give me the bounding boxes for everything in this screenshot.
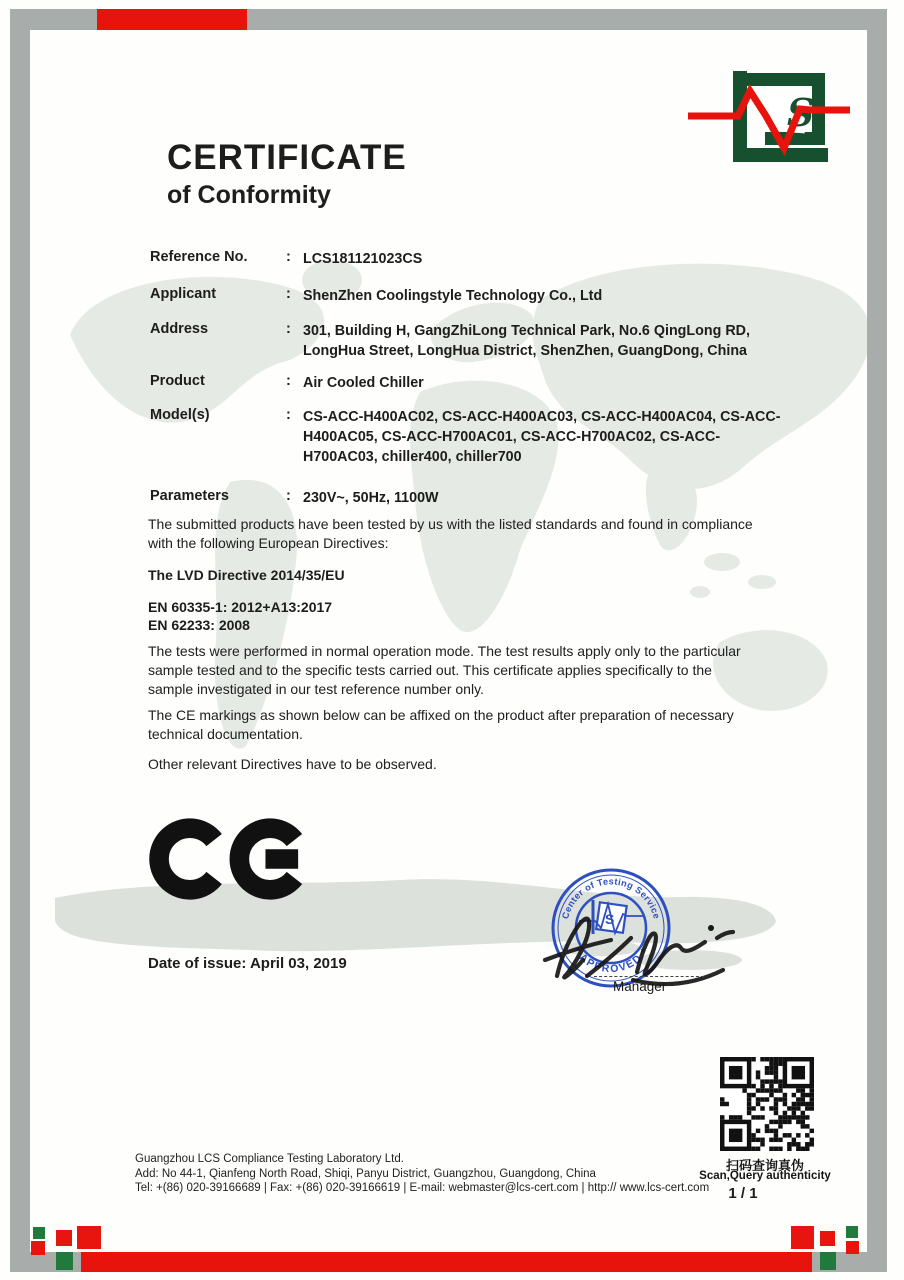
standard-line: EN 62233: 2008	[148, 617, 250, 633]
frame-top-band	[10, 9, 887, 30]
field-colon: :	[286, 407, 291, 423]
statement-other-note: Other relevant Directives have to be observed.	[148, 756, 437, 772]
lcs-logo-icon	[688, 64, 850, 174]
field-label: Reference No.	[150, 249, 248, 265]
signature-dashed-line	[594, 976, 704, 977]
corner-deco-square	[820, 1231, 835, 1246]
frame-top-red-accent	[97, 9, 247, 30]
qr-code-icon	[720, 1057, 814, 1151]
corner-deco-square	[56, 1230, 72, 1246]
ce-mark-icon	[146, 812, 314, 906]
field-colon: :	[286, 286, 291, 302]
field-label: Address	[150, 321, 209, 337]
statement-standards	[148, 598, 756, 634]
field-value: LCS181121023CS	[303, 251, 423, 267]
field-label: Model(s)	[150, 407, 210, 423]
frame-right-band	[867, 9, 887, 1272]
field-value: CS-ACC-H400AC02, CS-ACC-H400AC03, CS-ACC-H400AC04, CS-ACC-H400AC05, CS-ACC-H700AC01, CS-ACC-H700AC02, CS-ACC-H700AC03, chiller400, chiller700	[303, 409, 781, 466]
frame-left-band	[10, 9, 30, 1272]
field-colon: :	[286, 373, 291, 389]
field-colon: :	[286, 488, 291, 504]
title-block	[167, 140, 407, 208]
statement-tests-note: The tests were performed in normal operation mode. The test results apply only to the particular sample tested and to the specific tests carried out. This certificate applies specifically to the sample investigated in our test reference number only.	[148, 643, 741, 697]
corner-deco-square	[820, 1252, 836, 1270]
field-colon: :	[286, 321, 291, 337]
corner-deco-square	[791, 1226, 814, 1249]
field-colon: :	[286, 249, 291, 265]
corner-deco-square	[31, 1241, 45, 1255]
corner-deco-square	[56, 1252, 73, 1270]
field-label: Product	[150, 373, 205, 389]
stamp-arc-top-text: Center of Testing Service	[560, 876, 662, 921]
logo-letter-s: S	[787, 90, 815, 135]
corner-deco-square	[846, 1241, 859, 1254]
field-value: 230V~, 50Hz, 1100W	[303, 490, 439, 506]
corner-deco-square	[33, 1227, 45, 1239]
qr-caption-english: Scan,Query authenticity	[699, 1170, 831, 1182]
footer-contact: Tel: +(86) 020-39166689 | Fax: +(86) 020-39166619 | E-mail: webmaster@lcs-cert.com | http:// www.lcs-cert.com	[135, 1182, 710, 1195]
issue-date: Date of issue: April 03, 2019	[148, 955, 347, 972]
standard-line: EN 60335-1: 2012+A13:2017	[148, 599, 333, 615]
field-value: ShenZhen Coolingstyle Technology Co., Ltd	[303, 288, 603, 304]
field-row-applicant	[150, 286, 798, 306]
field-row-reference-no	[150, 249, 798, 269]
statement-intro: The submitted products have been tested by us with the listed standards and found in compliance with the following European Directives:	[148, 516, 753, 551]
statement-ce-note: The CE markings as shown below can be affixed on the product after preparation of necessary technical documentation.	[148, 707, 734, 742]
frame-bottom-red-accent	[81, 1252, 812, 1272]
field-label: Applicant	[150, 286, 217, 302]
frame-bottom-band	[10, 1252, 887, 1272]
signer-role: Manager	[613, 979, 667, 994]
stamp-arc-bottom-text: * APPROVED *	[570, 945, 652, 976]
footer-address: Add: No 44-1, Qianfeng North Road, Shiqi, Panyu District, Guangzhou, Guangdong, China	[135, 1167, 596, 1180]
corner-deco-square	[77, 1226, 101, 1249]
statement-directive: The LVD Directive 2014/35/EU	[148, 567, 345, 583]
field-row-address	[150, 321, 798, 361]
footer-lab-info	[135, 1152, 709, 1196]
page-subtitle: of Conformity	[167, 181, 331, 209]
page-title: CERTIFICATE	[167, 138, 407, 177]
field-label: Parameters	[150, 488, 229, 504]
footer-company: Guangzhou LCS Compliance Testing Laboratory Ltd.	[135, 1153, 404, 1165]
field-row-product	[150, 373, 798, 393]
corner-deco-square	[846, 1226, 858, 1238]
field-row-models	[150, 407, 798, 467]
qr-caption-chinese: 扫码查询真伪	[725, 1158, 804, 1173]
field-value: 301, Building H, GangZhiLong Technical Park, No.6 QingLong RD, LongHua Street, LongHua District, ShenZhen, GuangDong, China	[303, 323, 750, 360]
field-value: Air Cooled Chiller	[303, 375, 424, 391]
field-row-parameters	[150, 488, 798, 508]
stamp-center-letter: S	[605, 911, 615, 927]
page-number: 1 / 1	[728, 1185, 758, 1202]
